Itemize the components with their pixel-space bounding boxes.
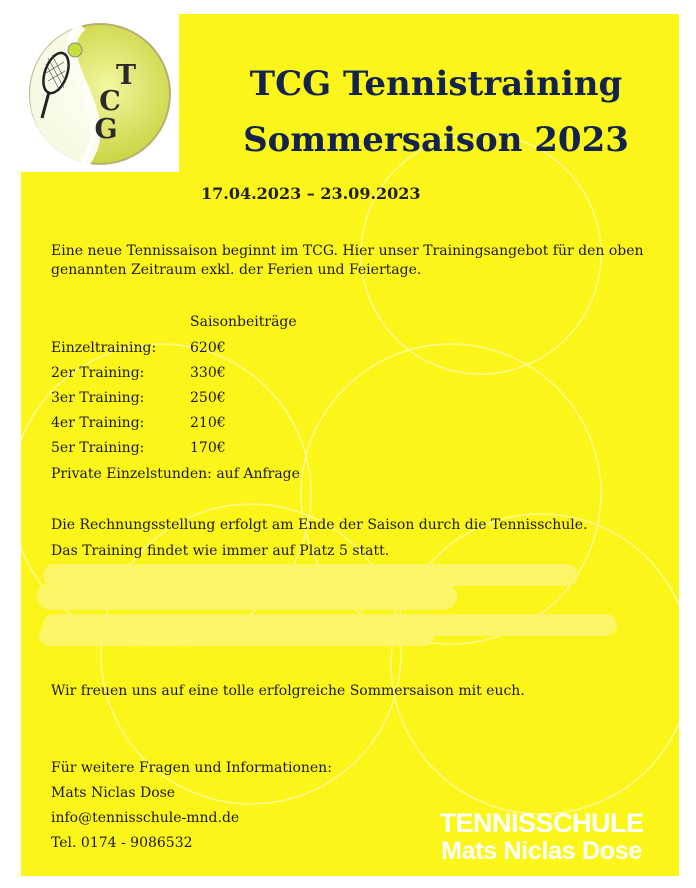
contact-phone: Tel. 0174 - 9086532 <box>51 835 193 851</box>
contact-email: info@tennisschule-mnd.de <box>51 810 240 826</box>
logo-letter-g: G <box>94 114 118 145</box>
fee-value: 210€ <box>190 415 226 431</box>
tennisschule-brand-logo <box>419 809 664 865</box>
contact-name: Mats Niclas Dose <box>51 785 176 801</box>
highlight-bar <box>37 582 457 610</box>
fee-label: 2er Training: <box>51 365 145 381</box>
title-line-1: TCG Tennistraining <box>249 64 623 104</box>
fee-label: Einzeltraining: <box>51 340 157 356</box>
fee-value: 620€ <box>190 340 226 356</box>
fees-heading: Saisonbeiträge <box>190 314 297 330</box>
fee-value: 250€ <box>190 390 226 406</box>
fee-label: 3er Training: <box>51 390 145 406</box>
fee-label: 5er Training: <box>51 440 145 456</box>
highlight-bar <box>39 626 434 646</box>
contact-intro: Für weitere Fragen und Informationen: <box>51 760 332 776</box>
logo-letter-t: T <box>115 60 137 91</box>
season-dates: 17.04.2023 – 23.09.2023 <box>201 184 421 203</box>
intro-text: Eine neue Tennissaison beginnt im TCG. Hier unser Trainingsangebot für den oben genannten Zeitraum exkl. der Ferien und Feiertage. <box>51 243 644 278</box>
club-logo <box>21 14 179 172</box>
flyer-page <box>21 14 679 876</box>
billing-note: Die Rechnungsstellung erfolgt am Ende der Saison durch die Tennisschule. <box>51 517 588 533</box>
fee-label: 4er Training: <box>51 415 145 431</box>
title-line-2: Sommersaison 2023 <box>243 120 629 160</box>
fee-value: 330€ <box>190 365 226 381</box>
page-title <box>201 56 671 168</box>
fee-value: 170€ <box>190 440 226 456</box>
brand-line-2: Mats Niclas Dose <box>441 837 642 865</box>
location-note: Das Training findet wie immer auf Platz 5 statt. <box>51 543 390 559</box>
brand-line-1: TENNISSCHULE <box>439 808 644 838</box>
closing-text: Wir freuen uns auf eine tolle erfolgreiche Sommersaison mit euch. <box>51 683 525 699</box>
private-lessons-note: Private Einzelstunden: auf Anfrage <box>51 466 300 482</box>
logo-letter-c: C <box>99 86 121 117</box>
